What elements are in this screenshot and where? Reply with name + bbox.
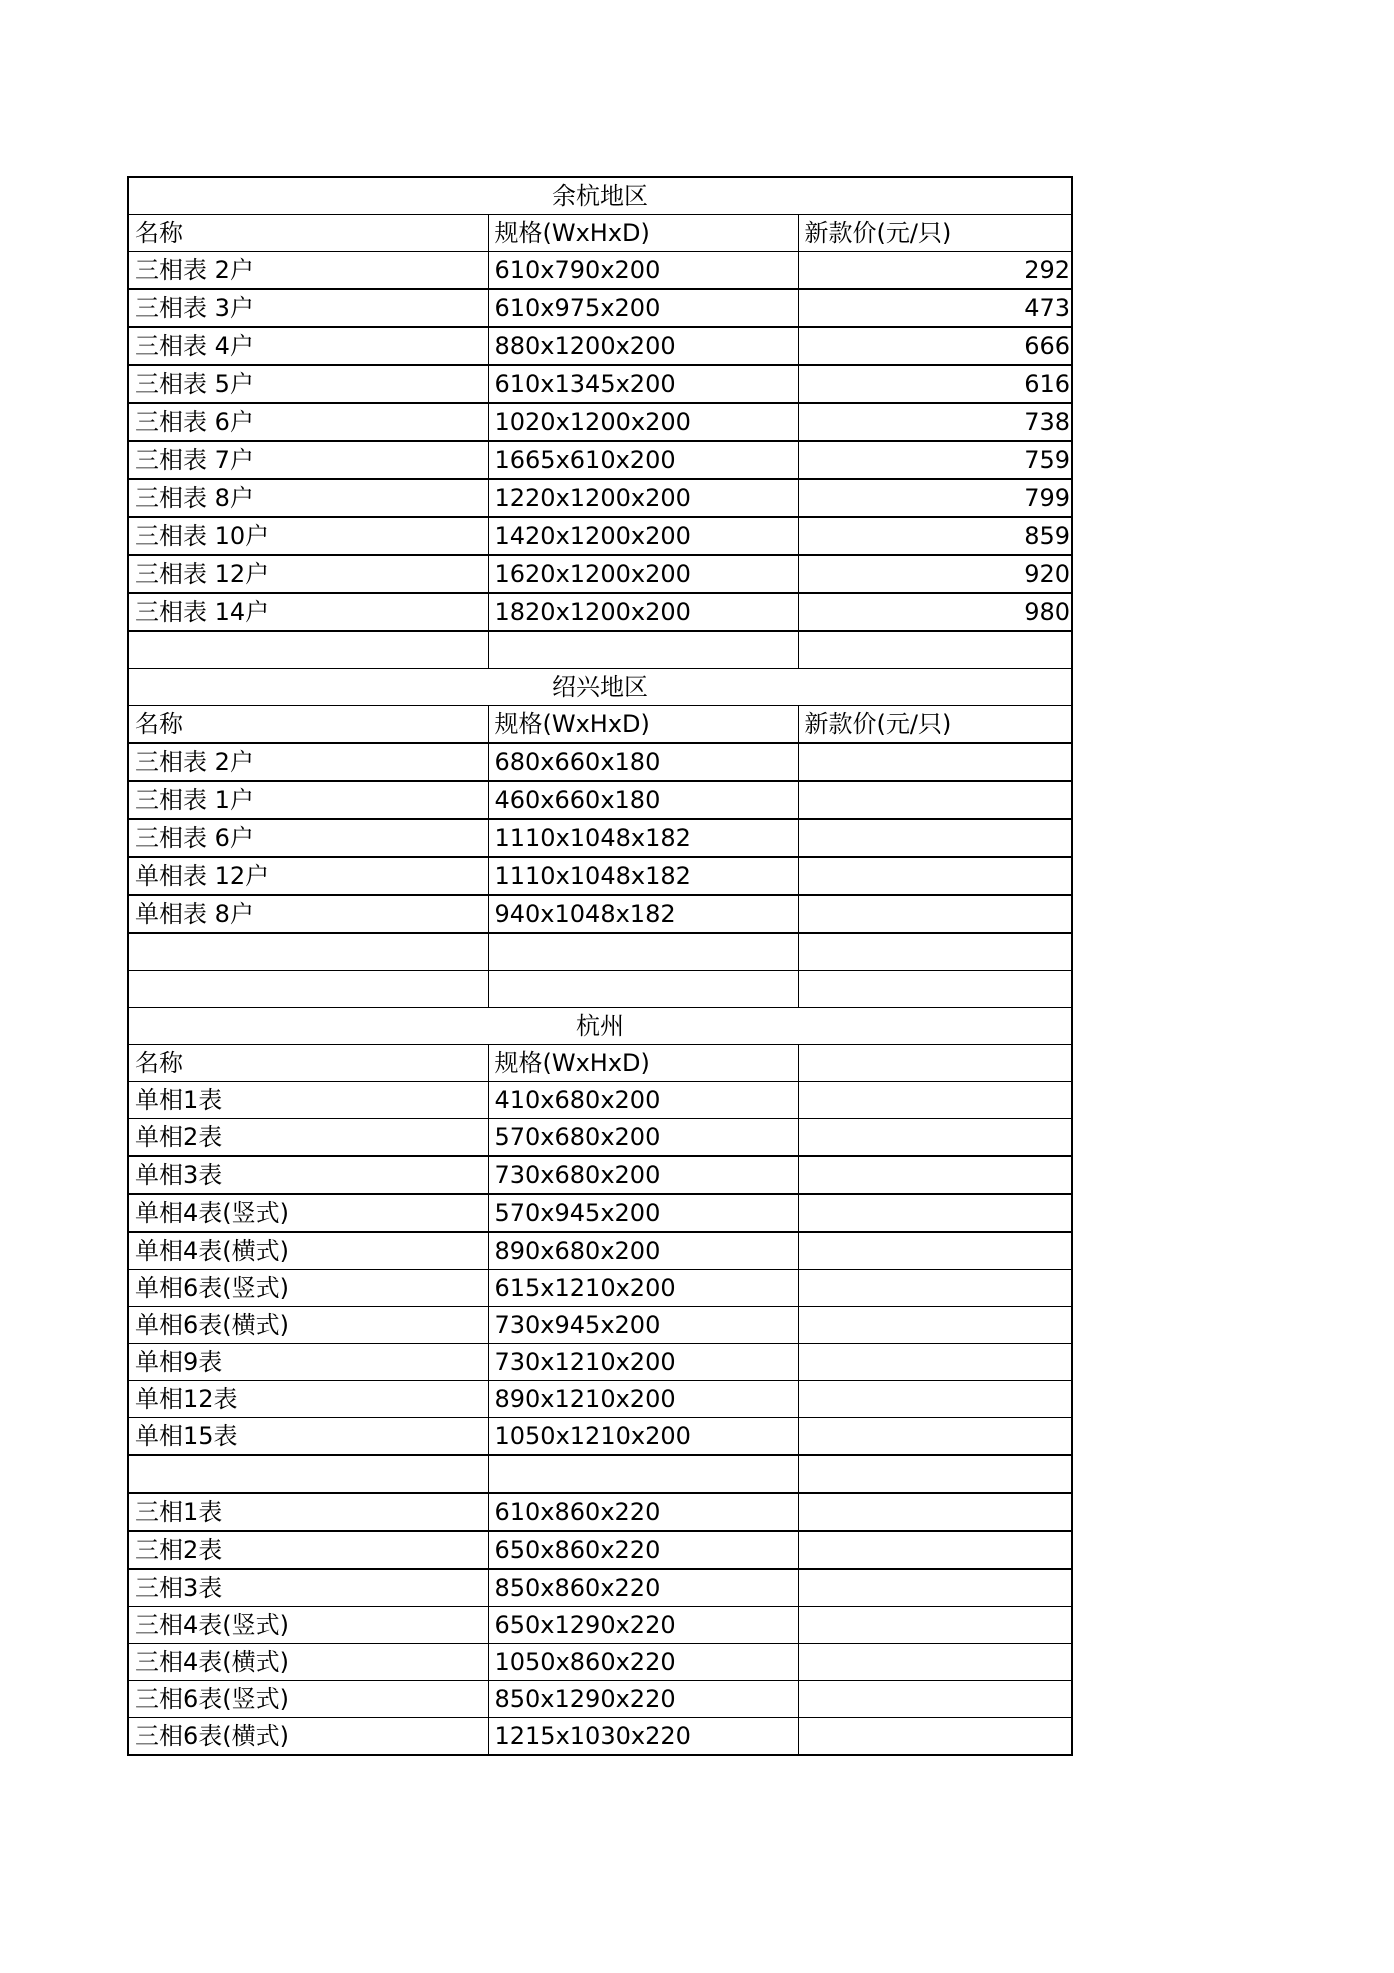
name-cell xyxy=(128,1455,488,1493)
table-row xyxy=(128,1344,1072,1381)
name-cell: 三相表 6户 xyxy=(128,819,488,857)
price-cell: 616 xyxy=(798,365,1072,403)
table-row xyxy=(128,743,1072,781)
price-cell xyxy=(798,895,1072,933)
table-row xyxy=(128,895,1072,933)
section-title: 绍兴地区 xyxy=(128,669,1072,706)
name-cell: 单相6表(竖式) xyxy=(128,1270,488,1307)
spec-cell: 610x1345x200 xyxy=(488,365,798,403)
table-row xyxy=(128,1531,1072,1569)
column-header: 名称 xyxy=(128,706,488,744)
table-row xyxy=(128,1493,1072,1531)
section-title-row xyxy=(128,669,1072,706)
table-row xyxy=(128,631,1072,669)
table-row xyxy=(128,857,1072,895)
header-row xyxy=(128,706,1072,744)
price-cell xyxy=(798,819,1072,857)
price-cell: 292 xyxy=(798,252,1072,290)
name-cell: 单相15表 xyxy=(128,1418,488,1456)
column-header: 规格(WxHxD) xyxy=(488,706,798,744)
name-cell: 三相表 2户 xyxy=(128,252,488,290)
section-title-row xyxy=(128,177,1072,215)
name-cell: 三相表 3户 xyxy=(128,289,488,327)
column-header xyxy=(798,1045,1072,1082)
column-header: 新款价(元/只) xyxy=(798,706,1072,744)
name-cell: 三相表 1户 xyxy=(128,781,488,819)
table-row xyxy=(128,971,1072,1008)
name-cell: 三相表 4户 xyxy=(128,327,488,365)
spec-cell: 1020x1200x200 xyxy=(488,403,798,441)
column-header: 规格(WxHxD) xyxy=(488,215,798,252)
price-cell xyxy=(798,1531,1072,1569)
table-row xyxy=(128,1418,1072,1456)
price-cell xyxy=(798,1307,1072,1344)
price-cell: 759 xyxy=(798,441,1072,479)
price-cell xyxy=(798,1418,1072,1456)
spec-cell: 890x1210x200 xyxy=(488,1381,798,1418)
table-row xyxy=(128,289,1072,327)
header-row xyxy=(128,1045,1072,1082)
spec-cell: 1110x1048x182 xyxy=(488,819,798,857)
spec-cell: 1050x860x220 xyxy=(488,1644,798,1681)
name-cell xyxy=(128,933,488,971)
spec-cell: 940x1048x182 xyxy=(488,895,798,933)
name-cell: 三相2表 xyxy=(128,1531,488,1569)
price-cell: 799 xyxy=(798,479,1072,517)
price-cell xyxy=(798,1607,1072,1644)
table-row xyxy=(128,819,1072,857)
column-header: 名称 xyxy=(128,1045,488,1082)
name-cell: 三相表 2户 xyxy=(128,743,488,781)
spec-cell: 680x660x180 xyxy=(488,743,798,781)
price-cell: 666 xyxy=(798,327,1072,365)
table-row xyxy=(128,517,1072,555)
price-cell xyxy=(798,1156,1072,1194)
spec-cell: 610x790x200 xyxy=(488,252,798,290)
name-cell: 三相1表 xyxy=(128,1493,488,1531)
price-cell xyxy=(798,631,1072,669)
spec-cell: 650x1290x220 xyxy=(488,1607,798,1644)
table-row xyxy=(128,933,1072,971)
table-row xyxy=(128,1194,1072,1232)
price-spec-table xyxy=(127,176,1073,1756)
price-cell xyxy=(798,1493,1072,1531)
table-row xyxy=(128,1270,1072,1307)
table-row xyxy=(128,555,1072,593)
name-cell: 单相1表 xyxy=(128,1082,488,1119)
table-row xyxy=(128,1307,1072,1344)
spec-cell: 730x680x200 xyxy=(488,1156,798,1194)
table-row xyxy=(128,1082,1072,1119)
spec-cell: 850x1290x220 xyxy=(488,1681,798,1718)
table-row xyxy=(128,365,1072,403)
price-cell xyxy=(798,1381,1072,1418)
table-row xyxy=(128,479,1072,517)
price-cell xyxy=(798,857,1072,895)
spec-cell: 1620x1200x200 xyxy=(488,555,798,593)
price-cell: 738 xyxy=(798,403,1072,441)
spec-cell: 410x680x200 xyxy=(488,1082,798,1119)
column-header: 名称 xyxy=(128,215,488,252)
spec-cell: 460x660x180 xyxy=(488,781,798,819)
name-cell xyxy=(128,971,488,1008)
spec-cell: 1110x1048x182 xyxy=(488,857,798,895)
spec-cell: 1220x1200x200 xyxy=(488,479,798,517)
section-title-row xyxy=(128,1008,1072,1045)
name-cell: 三相表 6户 xyxy=(128,403,488,441)
name-cell: 单相12表 xyxy=(128,1381,488,1418)
table-row xyxy=(128,781,1072,819)
name-cell: 三相3表 xyxy=(128,1569,488,1607)
name-cell xyxy=(128,631,488,669)
table-row xyxy=(128,1718,1072,1756)
spec-cell: 610x860x220 xyxy=(488,1493,798,1531)
name-cell: 单相3表 xyxy=(128,1156,488,1194)
table-row xyxy=(128,1156,1072,1194)
spec-cell: 650x860x220 xyxy=(488,1531,798,1569)
column-header: 新款价(元/只) xyxy=(798,215,1072,252)
price-cell xyxy=(798,1569,1072,1607)
column-header: 规格(WxHxD) xyxy=(488,1045,798,1082)
price-cell: 473 xyxy=(798,289,1072,327)
spec-cell: 1050x1210x200 xyxy=(488,1418,798,1456)
name-cell: 三相表 8户 xyxy=(128,479,488,517)
spec-cell: 1665x610x200 xyxy=(488,441,798,479)
price-cell xyxy=(798,1644,1072,1681)
spec-cell xyxy=(488,971,798,1008)
table-row xyxy=(128,441,1072,479)
table-row xyxy=(128,252,1072,290)
table-row xyxy=(128,1607,1072,1644)
table-row xyxy=(128,403,1072,441)
name-cell: 单相9表 xyxy=(128,1344,488,1381)
table-row xyxy=(128,1119,1072,1157)
spec-cell: 610x975x200 xyxy=(488,289,798,327)
price-cell xyxy=(798,1681,1072,1718)
price-cell xyxy=(798,971,1072,1008)
name-cell: 三相6表(横式) xyxy=(128,1718,488,1756)
spec-cell: 615x1210x200 xyxy=(488,1270,798,1307)
price-cell xyxy=(798,1119,1072,1157)
name-cell: 三相表 10户 xyxy=(128,517,488,555)
spec-cell: 730x1210x200 xyxy=(488,1344,798,1381)
table-row xyxy=(128,1455,1072,1493)
name-cell: 单相2表 xyxy=(128,1119,488,1157)
name-cell: 单相表 12户 xyxy=(128,857,488,895)
name-cell: 三相表 14户 xyxy=(128,593,488,631)
spec-cell: 880x1200x200 xyxy=(488,327,798,365)
spec-cell: 890x680x200 xyxy=(488,1232,798,1270)
table-row xyxy=(128,327,1072,365)
price-cell xyxy=(798,933,1072,971)
price-cell xyxy=(798,1455,1072,1493)
price-cell xyxy=(798,1270,1072,1307)
table-row xyxy=(128,1681,1072,1718)
table-row xyxy=(128,1569,1072,1607)
spec-cell xyxy=(488,631,798,669)
price-cell xyxy=(798,1082,1072,1119)
price-cell: 920 xyxy=(798,555,1072,593)
price-cell xyxy=(798,781,1072,819)
spec-cell: 570x945x200 xyxy=(488,1194,798,1232)
name-cell: 三相表 5户 xyxy=(128,365,488,403)
header-row xyxy=(128,215,1072,252)
name-cell: 单相4表(横式) xyxy=(128,1232,488,1270)
name-cell: 三相表 12户 xyxy=(128,555,488,593)
name-cell: 单相6表(横式) xyxy=(128,1307,488,1344)
spec-cell: 1820x1200x200 xyxy=(488,593,798,631)
price-cell xyxy=(798,1232,1072,1270)
name-cell: 三相6表(竖式) xyxy=(128,1681,488,1718)
table-row xyxy=(128,1232,1072,1270)
table-row xyxy=(128,593,1072,631)
price-cell: 980 xyxy=(798,593,1072,631)
price-cell xyxy=(798,1344,1072,1381)
section-title: 杭州 xyxy=(128,1008,1072,1045)
spec-cell xyxy=(488,933,798,971)
spec-cell: 730x945x200 xyxy=(488,1307,798,1344)
spec-cell: 1215x1030x220 xyxy=(488,1718,798,1756)
price-cell: 859 xyxy=(798,517,1072,555)
table-row xyxy=(128,1644,1072,1681)
spec-cell xyxy=(488,1455,798,1493)
price-cell xyxy=(798,1718,1072,1756)
name-cell: 单相表 8户 xyxy=(128,895,488,933)
spec-cell: 570x680x200 xyxy=(488,1119,798,1157)
table-row xyxy=(128,1381,1072,1418)
name-cell: 三相表 7户 xyxy=(128,441,488,479)
spec-cell: 850x860x220 xyxy=(488,1569,798,1607)
spec-cell: 1420x1200x200 xyxy=(488,517,798,555)
name-cell: 三相4表(横式) xyxy=(128,1644,488,1681)
name-cell: 单相4表(竖式) xyxy=(128,1194,488,1232)
section-title: 余杭地区 xyxy=(128,177,1072,215)
price-cell xyxy=(798,743,1072,781)
price-cell xyxy=(798,1194,1072,1232)
name-cell: 三相4表(竖式) xyxy=(128,1607,488,1644)
